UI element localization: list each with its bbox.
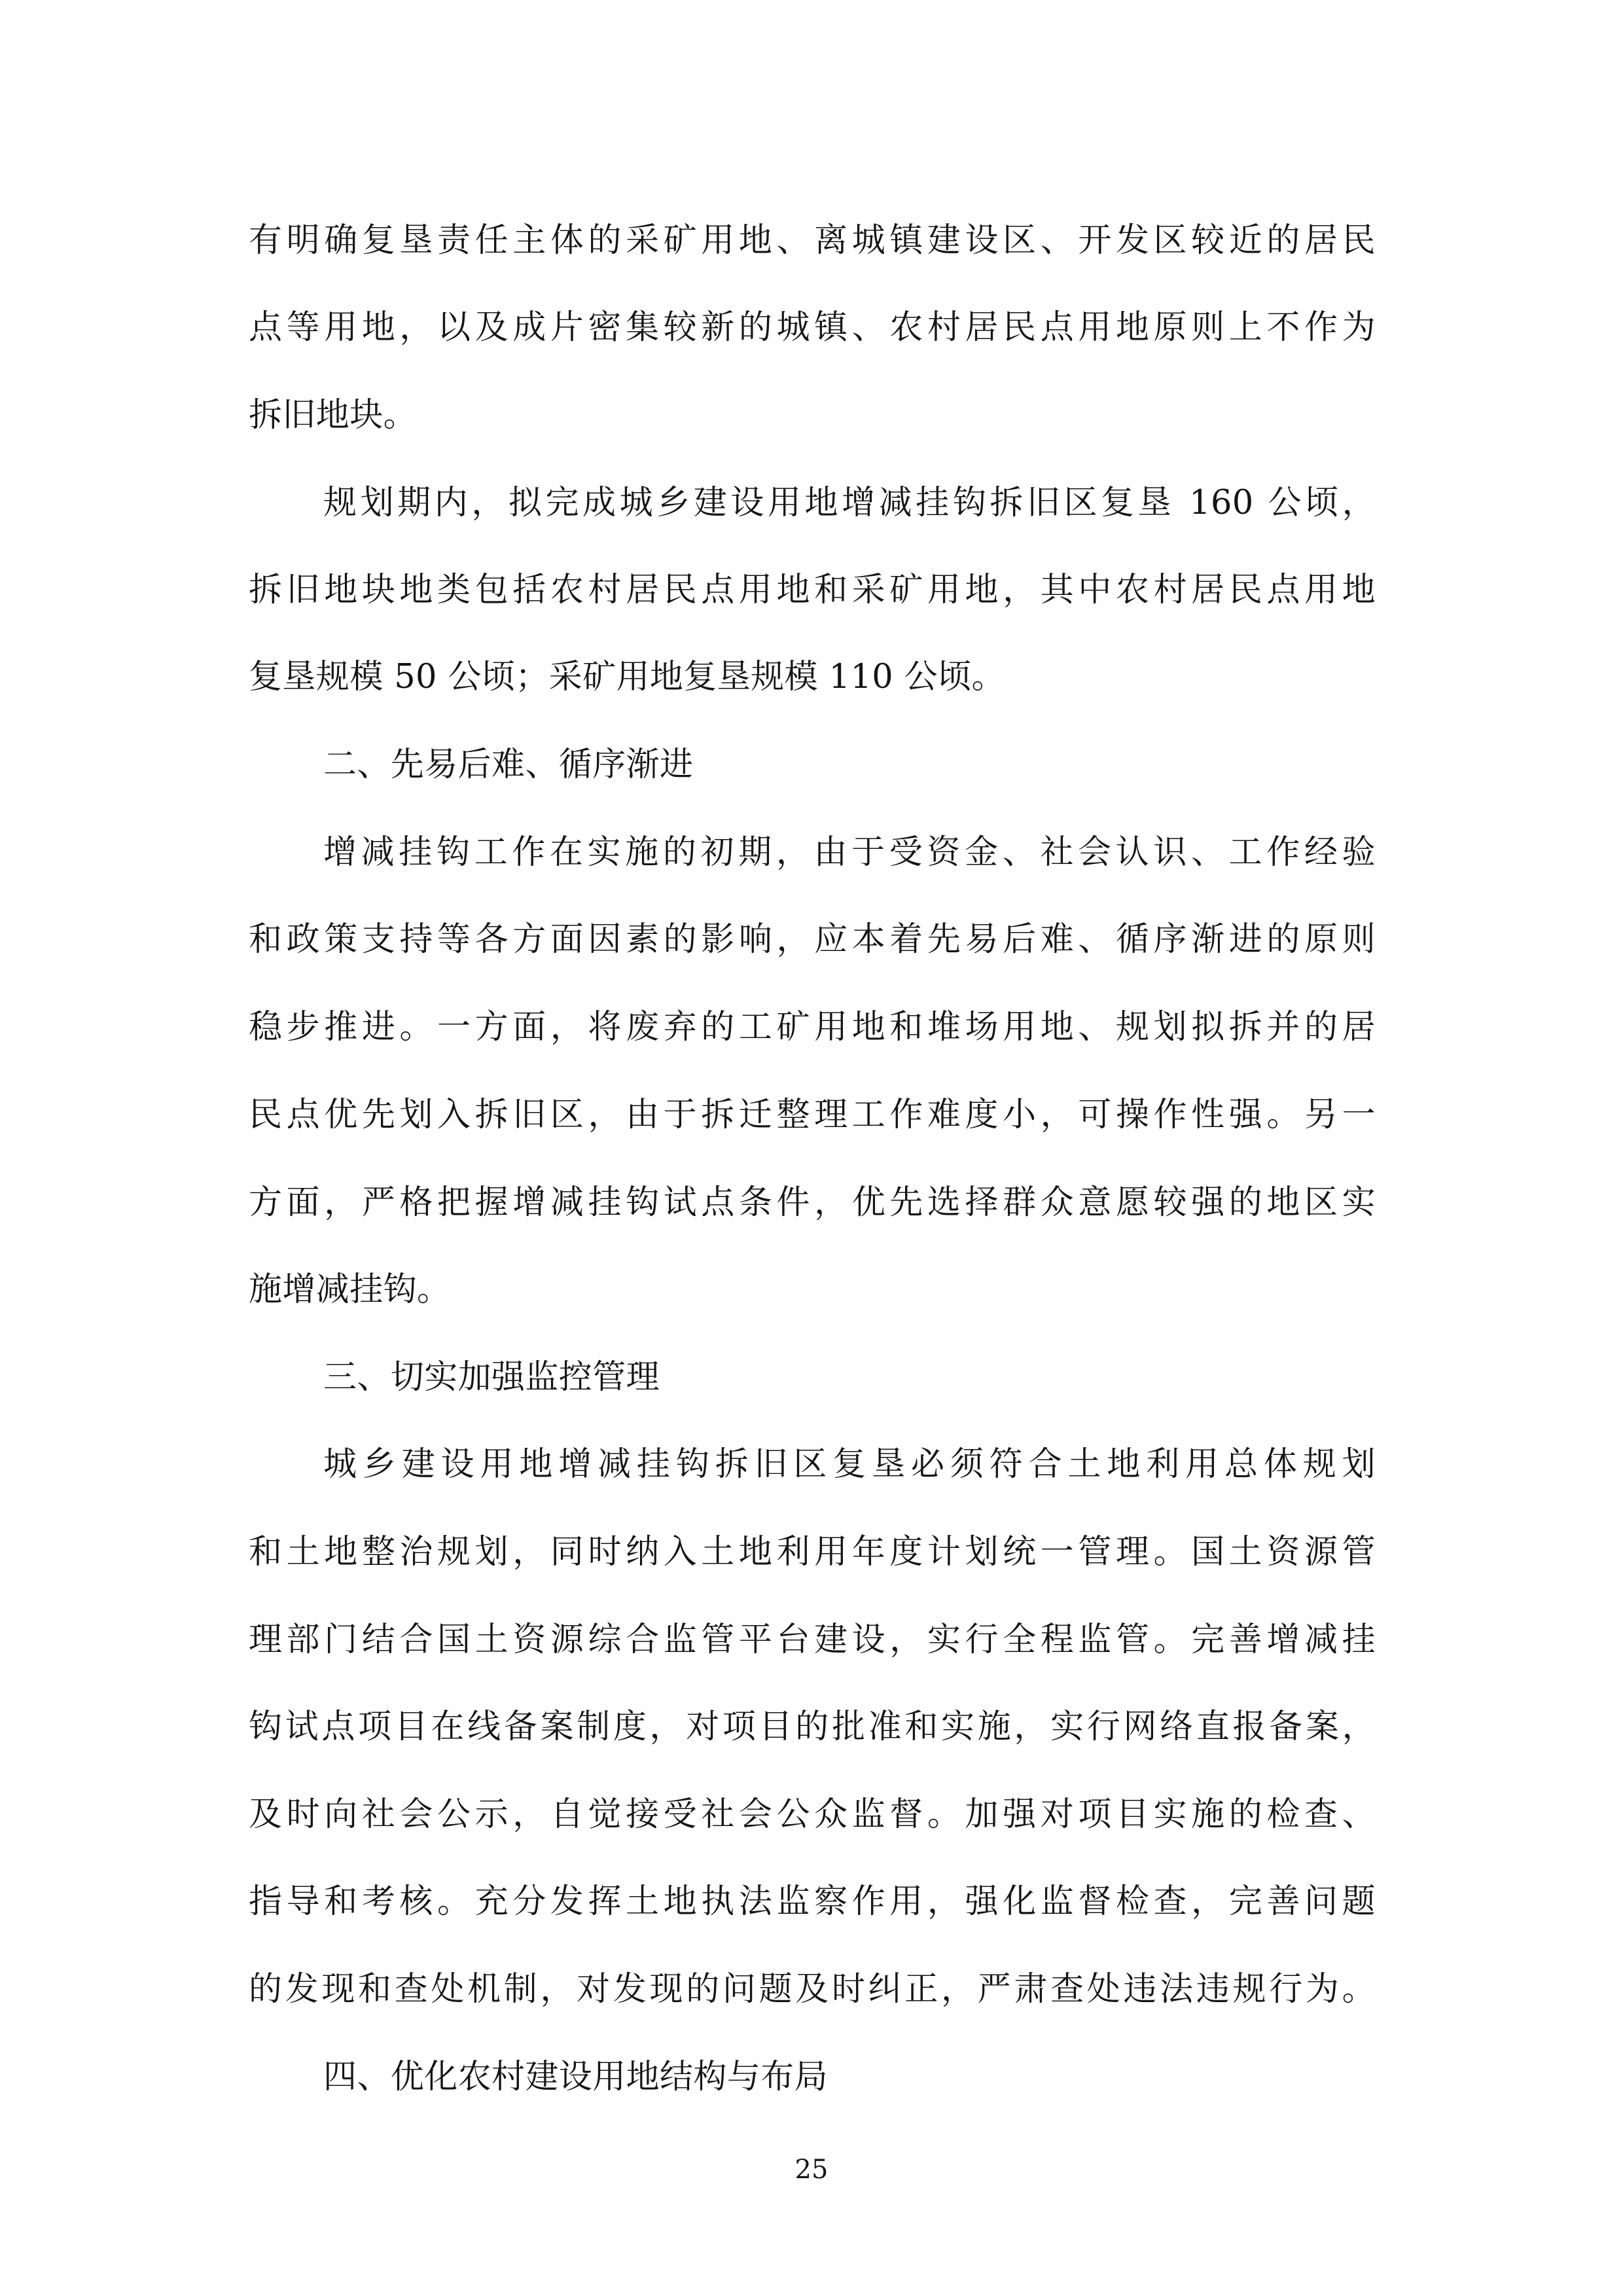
body-text-line: 钩试点项目在线备案制度，对项目的批准和实施，实行网络直报备案，	[249, 1708, 1376, 1746]
body-text-line: 增减挂钩工作在实施的初期，由于受资金、社会认识、工作经验	[323, 833, 1376, 872]
body-text-line: 点等用地，以及成片密集较新的城镇、农村居民点用地原则上不作为	[249, 308, 1376, 347]
section-heading: 三、切实加强监控管理	[323, 1358, 660, 1397]
body-text-line: 的发现和查处机制，对发现的问题及时纠正，严肃查处违法违规行为。	[249, 1970, 1376, 2009]
body-text-line: 理部门结合国土资源综合监管平台建设，实行全程监管。完善增减挂	[249, 1621, 1376, 1659]
body-text-line: 和土地整治规划，同时纳入土地利用年度计划统一管理。国土资源管	[249, 1533, 1376, 1571]
body-text-line: 指导和考核。充分发挥土地执法监察作用，强化监督检查，完善问题	[249, 1882, 1376, 1921]
page-number: 25	[794, 2155, 829, 2185]
body-text-line: 复垦规模 50 公顷；采矿用地复垦规模 110 公顷。	[249, 658, 1005, 696]
body-text-line: 有明确复垦责任主体的采矿用地、离城镇建设区、开发区较近的居民	[249, 221, 1376, 260]
body-text-line: 稳步推进。一方面，将废弃的工矿用地和堆场用地、规划拟拆并的居	[249, 1008, 1376, 1047]
body-text-line: 拆旧地块地类包括农村居民点用地和采矿用地，其中农村居民点用地	[249, 571, 1376, 609]
body-text-line: 和政策支持等各方面因素的影响，应本着先易后难、循序渐进的原则	[249, 920, 1376, 959]
section-heading: 四、优化农村建设用地结构与布局	[323, 2058, 829, 2096]
body-text-line: 拆旧地块。	[249, 396, 418, 435]
section-heading: 二、先易后难、循序渐进	[323, 745, 694, 784]
body-text-line: 施增减挂钩。	[249, 1270, 451, 1309]
body-text-line: 民点优先划入拆旧区，由于拆迁整理工作难度小，可操作性强。另一	[249, 1096, 1376, 1134]
body-text-line: 及时向社会公示，自觉接受社会公众监督。加强对项目实施的检查、	[249, 1795, 1376, 1834]
body-text-line: 方面，严格把握增减挂钩试点条件，优先选择群众意愿较强的地区实	[249, 1183, 1376, 1222]
body-text-line: 城乡建设用地增减挂钩拆旧区复垦必须符合土地利用总体规划	[323, 1445, 1376, 1484]
body-text-line: 规划期内，拟完成城乡建设用地增减挂钩拆旧区复垦 160 公顷，	[323, 484, 1376, 522]
